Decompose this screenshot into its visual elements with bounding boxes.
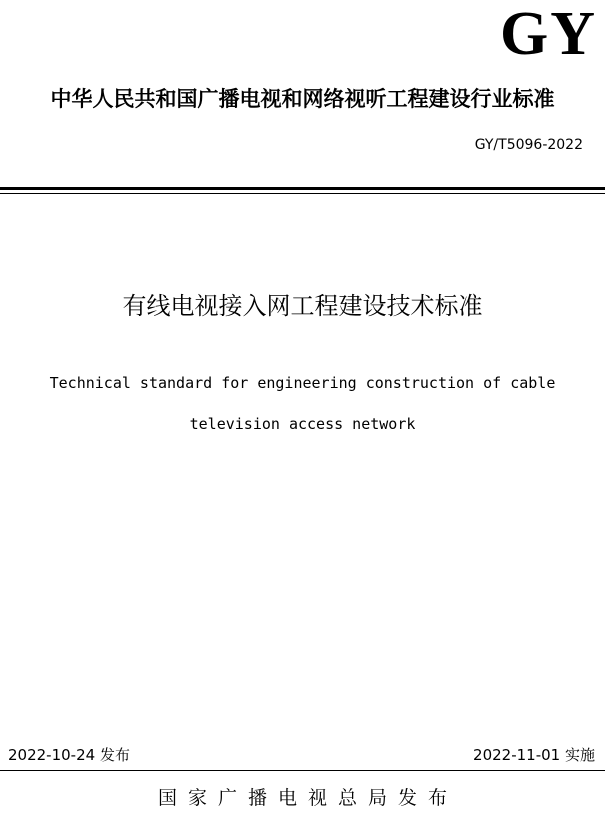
footer-divider [0, 770, 605, 771]
document-title-english-line2: television access network [189, 415, 416, 433]
document-title-english-line1: Technical standard for engineering construction of cable [49, 374, 556, 392]
standard-logo: GY [500, 0, 597, 68]
header-divider-thick [0, 187, 605, 190]
publisher: 国家广播电视总局发布 [157, 787, 458, 809]
header-divider-thin [0, 193, 605, 194]
document-title-chinese: 有线电视接入网工程建设技术标准 [122, 292, 483, 320]
standard-number: GY/T5096-2022 [474, 137, 583, 153]
implementation-date: 2022-11-01 实施 [473, 746, 595, 764]
industry-standard-name: 中华人民共和国广播电视和网络视听工程建设行业标准 [50, 87, 555, 111]
issue-date: 2022-10-24 发布 [8, 746, 130, 764]
